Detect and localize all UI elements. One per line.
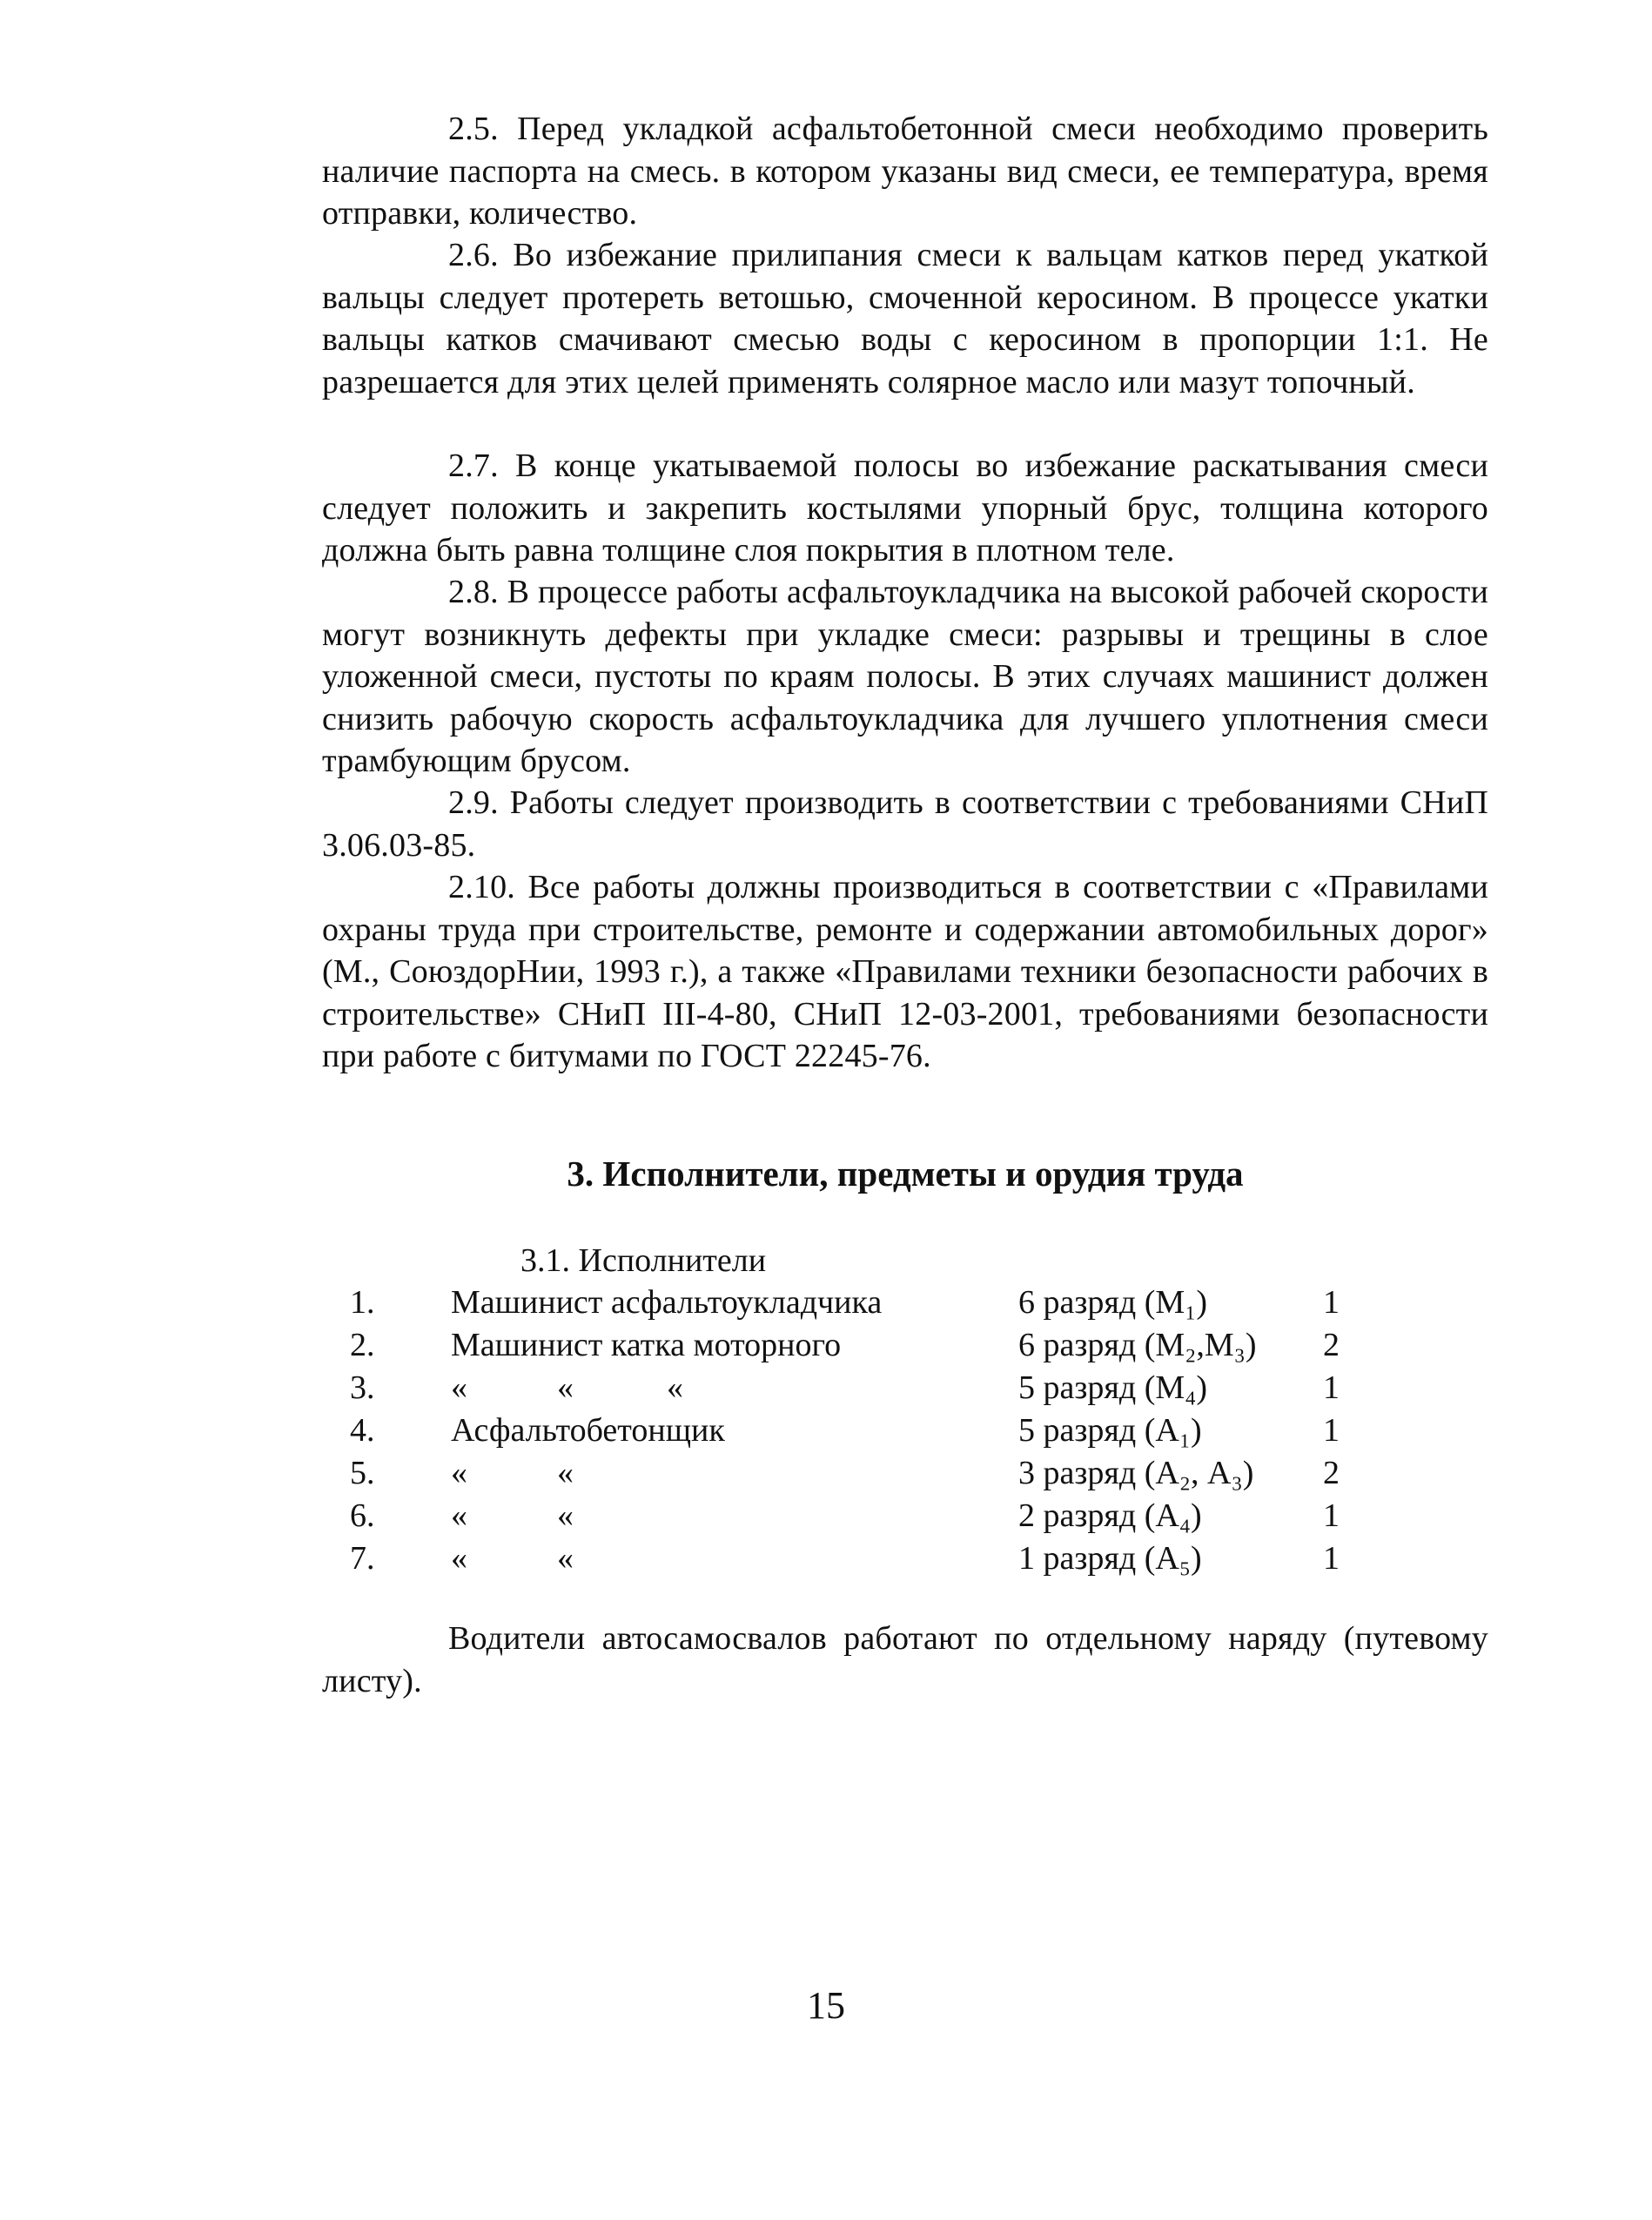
staff-row [322,1537,1454,1580]
role-name: Машинист асфальтоукладчика [451,1284,883,1321]
drivers-note: Водители автосамосвалов работают по отдельному наряду (путевому листу). [322,1620,1488,1699]
staff-row [322,1409,1454,1452]
worker-count: 1 [1323,1497,1340,1534]
section-title: 3. Исполнители, предметы и орудия труда [567,1154,1244,1194]
row-number: 3. [350,1369,375,1406]
performers-subheading: 3.1. Исполнители [520,1242,767,1279]
grade: 6 разряд (М₂,М₃) [1018,1327,1257,1363]
worker-count: 2 [1323,1327,1340,1363]
grade: 5 разряд (М₄) [1018,1369,1208,1406]
grade: 1 разряд (А₅) [1018,1540,1202,1577]
worker-count: 2 [1323,1455,1340,1491]
paragraph-2-7: 2.7. В конце укатываемой полосы во избежание раскатывания смеси следует положить и закрепить костылями упорный брус, толщина которого должна быть равна толщине слоя покрытия в плотном теле. [322,447,1488,568]
grade: 5 разряд (А₁) [1018,1412,1202,1449]
row-number: 7. [350,1540,375,1577]
worker-count: 1 [1323,1540,1340,1577]
worker-count: 1 [1323,1412,1340,1449]
paragraph-2-8: 2.8. В процессе работы асфальтоукладчика на высокой рабочей скорости могут возникнуть дефекты при укладке смеси: разрывы и трещины в слое уложенной смеси, пустоты по краям полосы. В этих случаях машинист должен снизить рабочую скорость асфальтоукладчика для лучшего уплотнения смеси трамбующим брусом. [322,574,1488,779]
row-number: 1. [350,1284,375,1321]
ditto-mark: « [451,1455,467,1491]
row-number: 4. [350,1412,375,1449]
ditto-mark: « [557,1497,574,1534]
role-name: Машинист катка моторного [451,1327,842,1363]
staff-table [322,1282,1454,1580]
paragraph-2-6: 2.6. Во избежание прилипания смеси к вальцам катков перед укаткой вальцы следует протереть ветошью, смоченной керосином. В процессе укатки вальцы катков смачивают смесью воды с керосином в пропорции 1:1. Не разрешается для этих целей применять солярное масло или мазут топочный. [322,237,1488,400]
staff-row [322,1495,1454,1537]
row-number: 5. [350,1455,375,1491]
grade: 2 разряд (А₄) [1018,1497,1202,1534]
staff-row [322,1324,1454,1367]
ditto-mark: « [667,1369,683,1406]
ditto-mark: « [451,1497,467,1534]
staff-row [322,1282,1454,1324]
worker-count: 1 [1323,1369,1340,1406]
staff-row [322,1367,1454,1409]
staff-row [322,1452,1454,1495]
paragraph-2-5: 2.5. Перед укладкой асфальтобетонной смеси необходимо проверить наличие паспорта на смесь. в котором указаны вид смеси, ее температура, время отправки, количество. [322,111,1488,232]
grade: 6 разряд (М₁) [1018,1284,1208,1321]
row-number: 2. [350,1327,375,1363]
ditto-mark: « [557,1540,574,1577]
ditto-mark: « [451,1540,467,1577]
page-number: 15 [807,1984,845,2027]
role-name: Асфальтобетонщик [451,1412,725,1449]
paragraph-2-9: 2.9. Работы следует производить в соответствии с требованиями СНиП 3.06.03-85. [322,784,1488,864]
row-number: 6. [350,1497,375,1534]
grade: 3 разряд (А₂, А₃) [1018,1455,1254,1491]
ditto-mark: « [557,1369,574,1406]
worker-count: 1 [1323,1284,1340,1321]
paragraph-2-10: 2.10. Все работы должны производиться в соответствии с «Правилами охраны труда при строительстве, ремонте и содержании автомобильных дорог» (М., СоюздорНии, 1993 г.), а также «Правилами техники безопасности рабочих в строительстве» СНиП III-4-80, СНиП 12-03-2001, требованиями безопасности при работе с битумами по ГОСТ 22245-76. [322,869,1488,1074]
ditto-mark: « [451,1369,467,1406]
ditto-mark: « [557,1455,574,1491]
